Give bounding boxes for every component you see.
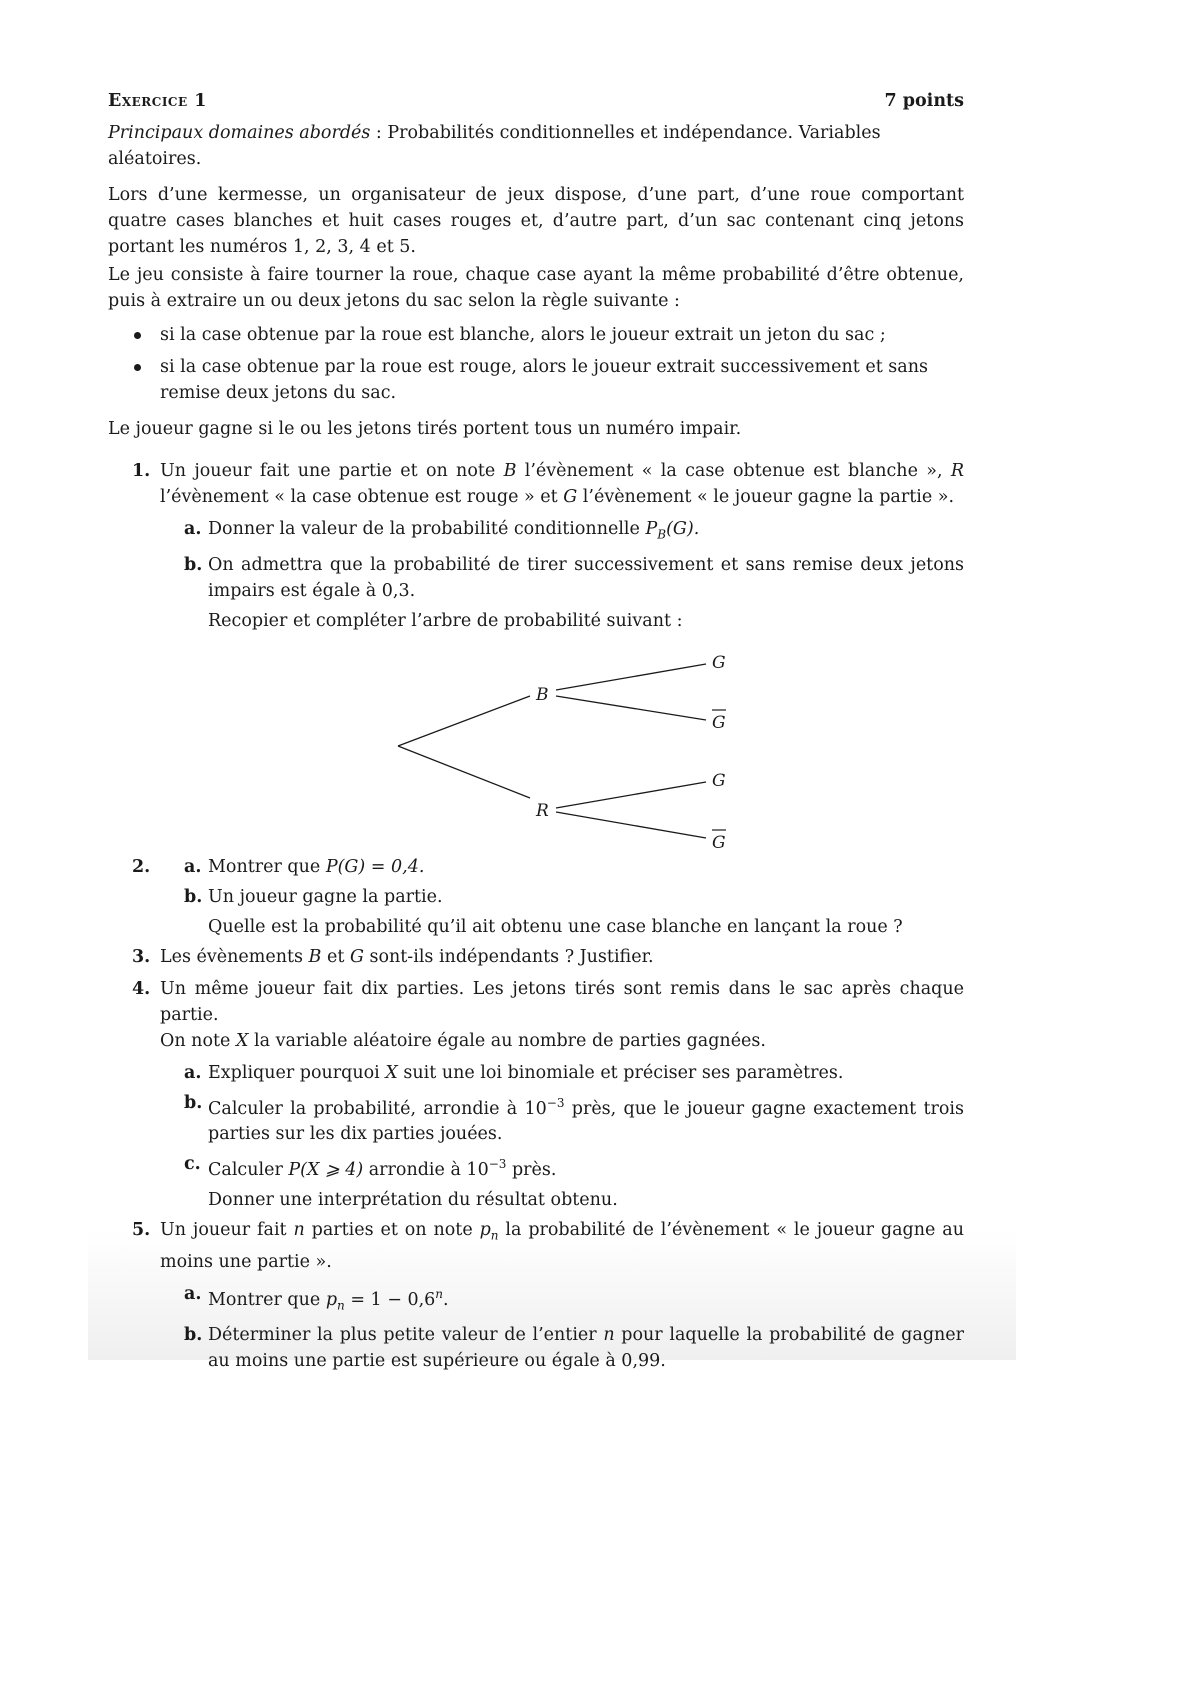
domains-line bbox=[108, 120, 964, 172]
list-item bbox=[108, 322, 964, 348]
math-p: P bbox=[645, 519, 658, 539]
question-number: 4. bbox=[132, 978, 151, 999]
exercise-points: 7 points bbox=[884, 91, 964, 111]
variable-n: n bbox=[293, 1220, 305, 1241]
q1b-text: On admettra que la probabilité de tirer successivement et sans remise deux jetons impairs est égale à 0,3. bbox=[208, 554, 964, 601]
leaf-g-2: G bbox=[712, 770, 726, 791]
event-b: B bbox=[503, 461, 517, 481]
question-1a bbox=[108, 516, 964, 548]
q2a-text: Montrer que bbox=[208, 856, 326, 877]
q4c-text: Calculer bbox=[208, 1160, 289, 1181]
q4b-text: près, que le joueur gagne exactement trois parties sur les dix parties jouées. bbox=[208, 1098, 964, 1145]
math-pg: P(G) = 0,4. bbox=[325, 856, 425, 877]
question-2b bbox=[108, 884, 964, 910]
q1-text: l’évènement « la case obtenue est rouge » et bbox=[160, 487, 564, 507]
domains-text: : Probabilités conditionnelles et indépendance. Variables aléatoires. bbox=[108, 123, 881, 169]
bullet-icon bbox=[134, 364, 141, 371]
q4-text: la variable aléatoire égale au nombre de parties gagnées. bbox=[248, 1030, 766, 1051]
q4b-text: Calculer la probabilité, arrondie à 10 bbox=[208, 1098, 547, 1119]
question-4b bbox=[108, 1090, 964, 1148]
list-item bbox=[108, 354, 964, 406]
q1-text: Un joueur fait une partie et on note bbox=[160, 461, 504, 481]
question-4c bbox=[108, 1151, 964, 1183]
q3-text: et bbox=[321, 946, 350, 967]
q5b-text: Déterminer la plus petite valeur de l’entier bbox=[208, 1324, 604, 1345]
exercise-header bbox=[108, 88, 964, 114]
intro-paragraph-2: Le jeu consiste à faire tourner la roue, chaque case ayant la même probabilité d’être obtenue, puis à extraire un ou deux jetons du sac selon la règle suivante : bbox=[108, 265, 964, 311]
sub-question-label: a. bbox=[184, 856, 202, 877]
q4c-text: arrondie à 10 bbox=[363, 1160, 489, 1181]
branch-root-r bbox=[398, 746, 530, 798]
rules-list bbox=[108, 322, 964, 406]
branch-b-gbar bbox=[556, 696, 706, 720]
sub-question-label: b. bbox=[184, 886, 203, 907]
exercise-content bbox=[108, 88, 964, 1378]
branch-b-g bbox=[556, 664, 706, 690]
variable-n: n bbox=[603, 1324, 615, 1345]
q1-text: l’évènement « le joueur gagne la partie ». bbox=[577, 487, 955, 507]
sub-question-label: c. bbox=[184, 1154, 201, 1175]
q4-text: Un même joueur fait dix parties. Les jetons tirés sont remis dans le sac après chaque partie. bbox=[160, 978, 964, 1025]
bullet-icon bbox=[134, 332, 141, 339]
subscript-n: n bbox=[337, 1297, 345, 1312]
question-1b bbox=[108, 552, 964, 604]
sub-question-label: a. bbox=[184, 1283, 202, 1304]
sub-question-label: b. bbox=[184, 1092, 203, 1113]
math-arg: (G). bbox=[666, 519, 700, 539]
subscript-n: n bbox=[490, 1228, 499, 1243]
q4a-text: Expliquer pourquoi bbox=[208, 1062, 386, 1083]
q4a-text: suit une loi binomiale et préciser ses paramètres. bbox=[397, 1062, 844, 1083]
win-condition: Le joueur gagne si le ou les jetons tirés portent tous un numéro impair. bbox=[108, 419, 742, 439]
variable-x: X bbox=[235, 1030, 249, 1051]
question-4c-interpretation: Donner une interprétation du résultat obtenu. bbox=[208, 1190, 618, 1211]
q1a-text: Donner la valeur de la probabilité conditionnelle bbox=[208, 519, 646, 539]
question-number: 3. bbox=[132, 946, 151, 967]
question-3 bbox=[108, 944, 964, 970]
q5b-text: pour laquelle la probabilité de gagner au moins une partie est supérieure ou égale à 0,99. bbox=[208, 1324, 965, 1371]
intro-paragraph-1: Lors d’une kermesse, un organisateur de jeux dispose, d’une part, d’une roue comportant quatre cases blanches et huit cases rouges et, d’autre part, d’un sac contenant cinq jetons portant les numéros 1, 2, 3, 4 et 5. bbox=[108, 185, 964, 257]
math-sub-b: B bbox=[657, 527, 667, 542]
probability-tree bbox=[108, 640, 964, 850]
exponent: −3 bbox=[488, 1157, 507, 1172]
q4-text: On note bbox=[160, 1030, 236, 1051]
question-2a bbox=[108, 854, 964, 880]
q4c-text: près. bbox=[506, 1160, 557, 1181]
q5a-text: . bbox=[443, 1289, 449, 1310]
question-5 bbox=[108, 1217, 964, 1275]
sub-question-label: a. bbox=[184, 519, 202, 539]
question-2b-question: Quelle est la probabilité qu’il ait obtenu une case blanche en lançant la roue ? bbox=[208, 916, 903, 937]
question-1b-instruction: Recopier et compléter l’arbre de probabilité suivant : bbox=[208, 610, 683, 631]
node-b: B bbox=[536, 684, 549, 705]
question-1 bbox=[108, 458, 964, 510]
event-g: G bbox=[349, 946, 364, 967]
branch-r-g bbox=[556, 782, 706, 808]
variable-x: X bbox=[385, 1062, 398, 1083]
variable-p: p bbox=[479, 1220, 491, 1241]
q5-text: parties et on note bbox=[304, 1220, 480, 1241]
q3-text: Les évènements bbox=[160, 946, 309, 967]
leaf-g-1: G bbox=[712, 652, 726, 673]
node-r: R bbox=[536, 800, 549, 821]
branch-root-b bbox=[398, 696, 530, 746]
question-4a bbox=[108, 1060, 964, 1086]
question-number: 5. bbox=[132, 1220, 151, 1241]
leaf-gbar-1: G bbox=[712, 712, 726, 733]
q3-text: sont-ils indépendants ? Justifier. bbox=[363, 946, 654, 967]
event-r: R bbox=[950, 461, 965, 481]
q5-text: la probabilité de l’évènement « le joueur gagne au moins une partie ». bbox=[160, 1220, 964, 1272]
math-expression: = 1 − 0,6 bbox=[344, 1289, 436, 1310]
question-4 bbox=[108, 976, 964, 1054]
rule-text: si la case obtenue par la roue est blanche, alors le joueur extrait un jeton du sac ; bbox=[160, 325, 886, 345]
sub-question-label: b. bbox=[184, 1324, 203, 1345]
q1-text: l’évènement « la case obtenue est blanche », bbox=[516, 461, 951, 481]
event-b: B bbox=[308, 946, 322, 967]
q2b-text: Un joueur gagne la partie. bbox=[208, 886, 443, 907]
leaf-gbar-2: G bbox=[712, 832, 726, 850]
event-g: G bbox=[563, 487, 578, 507]
question-number: 1. bbox=[132, 461, 151, 481]
question-5b bbox=[108, 1322, 964, 1374]
math-px: P(X ⩾ 4) bbox=[288, 1160, 364, 1181]
question-5a bbox=[108, 1281, 964, 1318]
sub-question-label: a. bbox=[184, 1062, 202, 1083]
domains-label: Principaux domaines abordés bbox=[108, 123, 371, 143]
question-number: 2. bbox=[132, 856, 151, 877]
exponent: −3 bbox=[546, 1095, 565, 1110]
q5a-text: Montrer que bbox=[208, 1289, 326, 1310]
branch-r-gbar bbox=[556, 812, 706, 838]
variable-p: p bbox=[325, 1289, 338, 1310]
exercise-title: Exercice 1 bbox=[108, 91, 207, 111]
sub-question-label: b. bbox=[184, 554, 203, 575]
rule-text: si la case obtenue par la roue est rouge, alors le joueur extrait successivement et sans remise deux jetons du sac. bbox=[160, 357, 928, 403]
exponent: n bbox=[435, 1286, 444, 1301]
q5-text: Un joueur fait bbox=[160, 1220, 294, 1241]
